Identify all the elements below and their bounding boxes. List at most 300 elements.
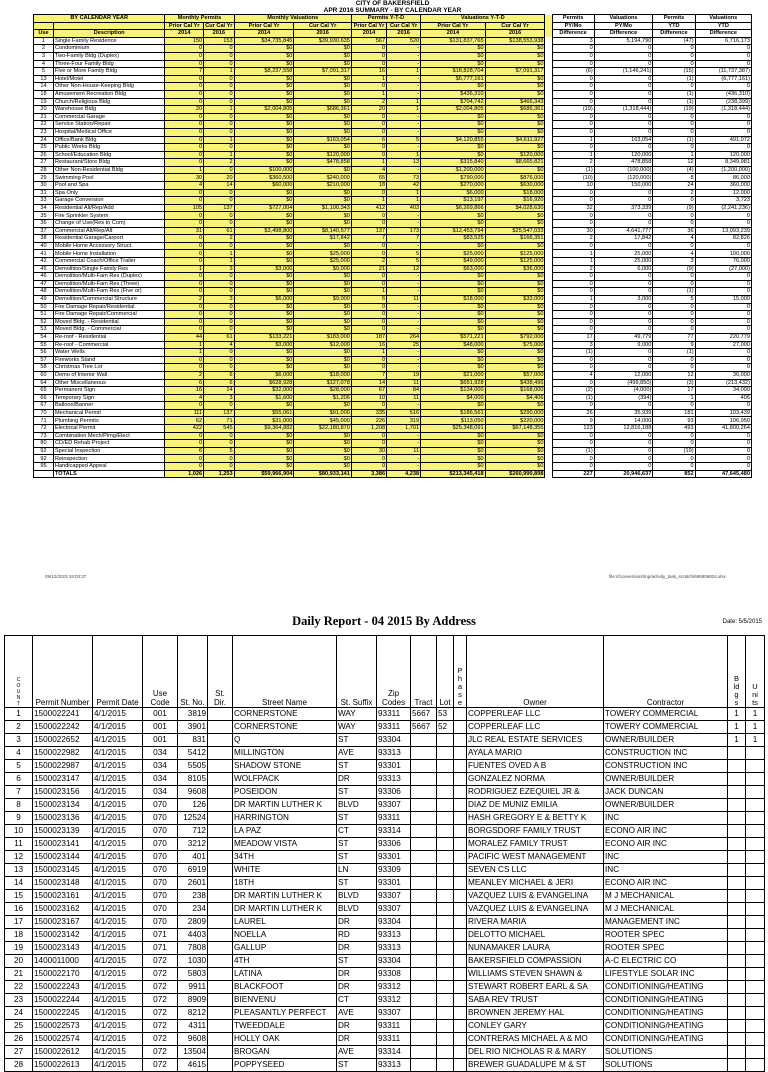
row-cell: 0 [594,463,653,471]
column-gap [545,68,552,76]
row-cell: 77 [653,333,695,341]
cell-permit-date: 4/1/2015 [93,994,143,1007]
column-gap [545,371,552,379]
row-cell: 0 [552,98,594,106]
cell-tract [411,838,437,851]
row-cell: $0 [421,113,486,121]
row-cell: 1 [204,250,235,258]
row-cell: $270,000 [421,182,486,190]
row-cell: $131,837,765 [421,37,486,45]
row-cell: $8,140,577 [294,227,351,235]
row-cell: 9,000 [594,341,653,349]
cell-units [746,968,765,981]
row-cell: 0 [653,197,695,205]
row-cell: 1 [351,288,386,296]
group-header: Valuations [695,15,751,23]
row-cell: (499,850) [594,379,653,387]
row-description: Fireworks Stand [53,356,164,364]
cell-st-dir [208,812,233,825]
totals-cell: $213,345,418 [421,470,486,478]
cell-permit-date: 4/1/2015 [93,734,143,747]
cell-bldgs [728,955,746,968]
cell-permit-date: 4/1/2015 [93,825,143,838]
cell-st-suffix: DR [337,942,377,955]
cell-st-no: 3212 [178,838,208,851]
totals-cell: 47,645,480 [695,470,751,478]
table-row [5,929,765,942]
row-cell: 5 [34,68,54,76]
row-cell: $0 [234,288,294,296]
row-cell: 2 [34,45,54,53]
row-cell: - [387,242,421,250]
row-cell: 1 [351,197,386,205]
row-cell: $100,000 [234,166,294,174]
row-cell: $478,858 [294,159,351,167]
row-cell: $0 [421,463,486,471]
cell-owner: MEANLEY MICHAEL & JERI [467,877,604,890]
row-cell: $67,148,355 [485,425,545,433]
cell-st-no: 8909 [178,994,208,1007]
row-cell: 1 [165,265,204,273]
row-cell: $0 [294,311,351,319]
cell-permit-number: 1400011000 [33,955,93,968]
row-cell: 0 [594,75,653,83]
row-description: Five or More Family Bldg [53,68,164,76]
cell-owner: VAZQUEZ LUIS & EVANGELINA [467,903,604,916]
cell-lot [437,825,454,838]
row-cell: - [387,311,421,319]
row-cell: 0 [351,440,386,448]
row-cell: 0 [204,90,235,98]
cell-permit-number: 1500023167 [33,916,93,929]
row-cell: 226 [351,417,386,425]
row-cell: 6 [351,295,386,303]
row-cell: $0 [421,303,486,311]
cell-use-code: 001 [143,721,178,734]
row-cell: 1 [351,349,386,357]
table-row [34,364,752,372]
row-cell: 1 [204,106,235,114]
cell-lot [437,734,454,747]
row-cell: 9 [552,417,594,425]
row-cell: 0 [351,242,386,250]
cell-street-name: MILLINGTON [233,747,337,760]
cell-owner: AYALA MARIO [467,747,604,760]
row-cell: $727,004 [234,204,294,212]
row-cell: $438,496 [485,379,545,387]
row-cell: $0 [485,463,545,471]
table-row [34,113,752,121]
row-cell: $0 [234,151,294,159]
row-cell: 0 [594,83,653,91]
row-cell: 0 [204,463,235,471]
row-cell: 0 [653,463,695,471]
table-row [5,825,765,838]
row-cell: 0 [653,311,695,319]
row-cell: 0 [653,242,695,250]
row-cell: $49,000 [421,258,486,266]
cell-street-name: GALLUP [233,942,337,955]
row-cell: $6,269,866 [421,204,486,212]
column-gap [545,303,552,311]
row-cell: 3 [552,37,594,45]
row-cell: (394) [594,394,653,402]
row-cell: 0 [695,288,751,296]
cell-street-name: WHITE [233,864,337,877]
row-cell: 0 [351,212,386,220]
row-cell: 30 [552,227,594,235]
row-cell: 0 [552,128,594,136]
row-cell: $0 [485,113,545,121]
cell-units [746,955,765,968]
row-cell: 2 [552,265,594,273]
table-row [5,773,765,786]
row-cell: $0 [421,121,486,129]
cell-zip: 93304 [377,955,411,968]
row-cell: 0 [653,83,695,91]
row-cell: 45 [34,265,54,273]
row-cell: 1,701 [387,425,421,433]
cell-bldgs [728,812,746,825]
row-cell: 0 [552,75,594,83]
col-owner: Owner [467,636,604,708]
cell-st-suffix: ST [337,760,377,773]
row-cell: 3,000 [594,295,653,303]
cell-st-suffix: AVE [337,1046,377,1059]
cell-phase [454,799,467,812]
cell-zip: 93304 [377,734,411,747]
table-row [34,197,752,205]
cell-use-code: 070 [143,916,178,929]
row-cell: $571,221 [421,333,486,341]
row-cell: 0 [653,455,695,463]
row-cell: 0 [204,242,235,250]
table-row [5,760,765,773]
col-units-label: Units [752,682,758,707]
row-cell: (47) [653,37,695,45]
column-gap [545,113,552,121]
cell-st-dir [208,877,233,890]
row-cell: 0 [695,356,751,364]
table-row [5,864,765,877]
cell-permit-number: 1500023143 [33,942,93,955]
cell-permit-date: 4/1/2015 [93,890,143,903]
row-cell: $0 [421,273,486,281]
row-cell: 2 [204,235,235,243]
table-row [34,75,752,83]
table-row [5,981,765,994]
cell-st-no: 8212 [178,1007,208,1020]
row-description: Combination Mech/Plmg/Elect [53,432,164,440]
row-cell: 44 [165,333,204,341]
row-cell: $34,735,845 [234,37,294,45]
cell-street-name: PLEASANTLY PERFECT [233,1007,337,1020]
row-cell: $0 [294,220,351,228]
column-gap [545,250,552,258]
row-cell: 0 [351,318,386,326]
row-cell: $0 [485,356,545,364]
row-cell: 62 [165,417,204,425]
row-cell: (1) [552,394,594,402]
row-cell: - [387,212,421,220]
row-description: Residential Garage/Carport [53,235,164,243]
row-cell: (4) [653,166,695,174]
row-cell: 0 [552,356,594,364]
row-cell: $0 [421,60,486,68]
row-cell: 31 [165,227,204,235]
cell-count: 16 [5,903,33,916]
row-cell: 6,000 [594,265,653,273]
row-description: Demolition/Multi-Fam Res (Three) [53,280,164,288]
row-cell: (1,146,241) [594,68,653,76]
row-description: Fire Sprinkler System [53,212,164,220]
row-cell: 84 [387,387,421,395]
cell-st-dir [208,903,233,916]
cell-st-suffix: BLVD [337,799,377,812]
cell-st-no: 4403 [178,929,208,942]
row-cell: 0 [351,273,386,281]
cell-bldgs [728,1007,746,1020]
cell-st-no: 1030 [178,955,208,968]
row-cell: 54 [34,333,54,341]
cell-permit-number: 1500022652 [33,734,93,747]
row-cell: 35,939 [594,409,653,417]
row-cell: $0 [421,402,486,410]
row-cell: $0 [421,364,486,372]
cell-permit-date: 4/1/2015 [93,916,143,929]
cell-permit-number: 1500022241 [33,708,93,721]
row-cell: 0 [594,189,653,197]
cell-phase [454,877,467,890]
cell-permit-number: 1500022170 [33,968,93,981]
cell-st-no: 4311 [178,1020,208,1033]
row-cell: 0 [552,440,594,448]
sub-header-cell: 2016 [485,30,545,38]
row-cell: 17 [653,387,695,395]
cell-phase [454,1059,467,1072]
row-cell: $0 [294,113,351,121]
cell-zip: 93312 [377,981,411,994]
row-cell: 2 [351,98,386,106]
row-cell: (3) [653,379,695,387]
row-cell: 0 [165,364,204,372]
row-cell: $33,000 [485,295,545,303]
row-cell: 0 [695,326,751,334]
row-cell: 264 [387,333,421,341]
row-cell: $0 [421,220,486,228]
row-cell: 1 [552,136,594,144]
column-gap [545,455,552,463]
row-cell: 163,054 [594,136,653,144]
row-cell: 0 [695,83,751,91]
row-cell: $12,453,794 [421,227,486,235]
row-cell: - [387,440,421,448]
row-cell: $0 [234,212,294,220]
row-cell: 18 [34,90,54,98]
row-cell: 0 [204,288,235,296]
cell-lot [437,942,454,955]
cell-lot [437,747,454,760]
table-row [34,288,752,296]
cell-zip: 93307 [377,903,411,916]
cell-units [746,1059,765,1072]
group-header: Valuations [594,15,653,23]
row-cell: (1) [653,90,695,98]
cell-use-code: 072 [143,1033,178,1046]
cell-st-suffix: DR [337,1033,377,1046]
row-cell: 6 [204,371,235,379]
cell-tract [411,786,437,799]
row-cell: $0 [421,212,486,220]
cell-phase [454,903,467,916]
cell-st-dir [208,981,233,994]
row-cell: - [387,220,421,228]
cell-tract [411,981,437,994]
row-cell: $0 [485,45,545,53]
row-cell: $0 [294,83,351,91]
row-cell: $183,000 [294,333,351,341]
cell-permit-number: 1500022243 [33,981,93,994]
row-cell: (120,000) [594,174,653,182]
row-cell: 0 [653,52,695,60]
row-cell: 0 [695,60,751,68]
cell-permit-number: 1500023161 [33,890,93,903]
table-row [5,890,765,903]
row-cell: 20 [351,106,386,114]
row-cell: 28 [34,166,54,174]
row-cell: - [387,364,421,372]
col-use-code: Use Code [143,636,178,708]
row-cell: 0 [653,212,695,220]
row-cell: 6 [165,447,204,455]
row-cell: 25 [34,144,54,152]
table-row [34,425,752,433]
row-cell: - [387,463,421,471]
row-cell: 1 [351,90,386,98]
row-description: Demo of Interior Wall [53,371,164,379]
column-gap [545,90,552,98]
row-cell: $0 [485,273,545,281]
row-cell: 4 [204,341,235,349]
row-cell: 0 [204,113,235,121]
table-row [34,356,752,364]
cell-street-name: SHADOW STONE [233,760,337,773]
row-description: Warehouse Bldg [53,106,164,114]
row-cell: 3 [204,394,235,402]
row-cell: 0 [695,144,751,152]
cell-st-no: 712 [178,825,208,838]
cell-st-no: 9608 [178,1033,208,1046]
row-cell: 493 [653,425,695,433]
column-gap [545,22,552,30]
row-cell: $8,665,821 [485,159,545,167]
cell-owner: RODRIGUEZ EZEQUIEL JR & [467,786,604,799]
row-cell: $4,000 [421,394,486,402]
col-lot: Lot [437,636,454,708]
cell-count: 28 [5,1059,33,1072]
cell-tract [411,890,437,903]
cell-st-suffix: DR [337,981,377,994]
col-units [746,636,765,708]
row-cell: 220,779 [695,333,751,341]
cell-lot [437,1046,454,1059]
column-gap [545,356,552,364]
row-cell: 373,339 [594,204,653,212]
table-row [34,128,752,136]
row-cell: $0 [485,60,545,68]
row-cell: (6,777,161) [695,75,751,83]
row-cell: - [387,60,421,68]
col-count-label: COUNT [16,677,21,707]
row-cell: $0 [485,83,545,91]
row-cell: 0 [552,432,594,440]
cell-street-name: 4TH [233,955,337,968]
row-description: Special Inspection [53,447,164,455]
cell-lot [437,799,454,812]
cell-contractor: CONSTRUCTION INC [604,760,728,773]
row-cell: $0 [421,318,486,326]
row-cell: 2 [165,371,204,379]
row-cell: 33 [34,197,54,205]
row-cell: 0 [653,303,695,311]
row-cell: 27,000 [695,341,751,349]
cell-bldgs [728,864,746,877]
col-phase [454,636,467,708]
table-row [5,1033,765,1046]
row-cell: - [387,90,421,98]
print-timestamp: 09/12/2023 19:03:37 [45,574,87,579]
cell-st-dir [208,864,233,877]
cell-st-dir [208,1007,233,1020]
row-cell: 61 [204,227,235,235]
row-cell: $0 [294,455,351,463]
cell-count: 9 [5,812,33,825]
row-cell: 0 [165,144,204,152]
row-cell: 422 [165,425,204,433]
row-cell: 20 [204,174,235,182]
table-row [34,182,752,190]
cell-zip: 93311 [377,812,411,825]
row-cell: 4 [653,250,695,258]
row-cell: 0 [351,83,386,91]
row-cell: $0 [294,166,351,174]
row-cell: 72 [34,425,54,433]
cell-st-no: 238 [178,890,208,903]
cell-permit-number: 1500023162 [33,903,93,916]
row-description: Fire Damage Repair/Residential [53,303,164,311]
row-cell: 71 [34,417,54,425]
table-row [34,68,752,76]
row-cell: 25,000 [594,250,653,258]
row-cell: 0 [552,280,594,288]
table-row [34,227,752,235]
row-cell: 0 [594,447,653,455]
row-cell: $0 [294,144,351,152]
row-cell: 150,000 [594,182,653,190]
cell-st-no: 3901 [178,721,208,734]
cell-units [746,1033,765,1046]
cell-phase [454,721,467,734]
table-row [34,60,752,68]
row-description: Commercial Garage [53,113,164,121]
sub-header-cell: 2016 [387,30,421,38]
cell-use-code: 072 [143,1007,178,1020]
row-cell: $45,000 [294,417,351,425]
cell-phase [454,851,467,864]
cell-st-suffix: CT [337,994,377,1007]
row-description: Other Non-Residential Bldg [53,166,164,174]
summary-sub-header-row [34,30,752,38]
